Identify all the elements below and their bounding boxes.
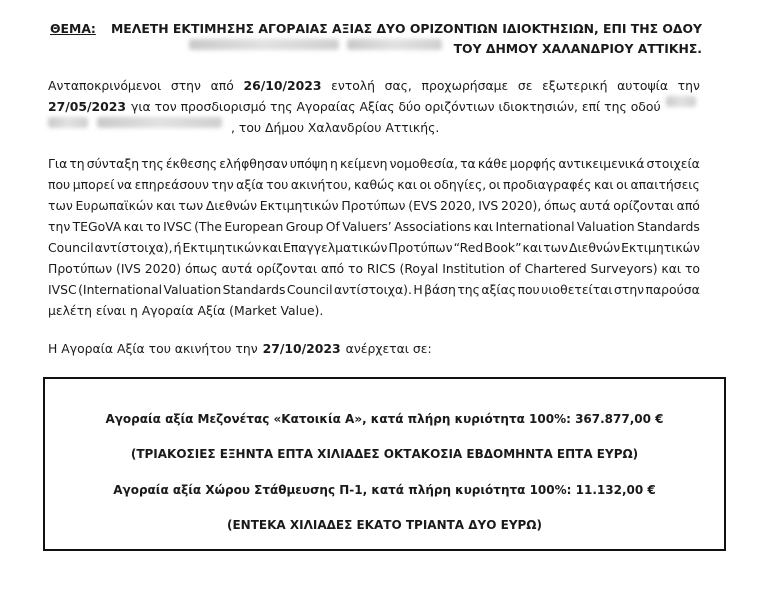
subject-heading bbox=[50, 19, 702, 59]
body-line: μελέτη είναι η Αγοραία Αξία (Market Value). bbox=[48, 303, 324, 318]
subject-line-2: ΤΟΥ ΔΗΜΟΥ ΧΑΛΑΝΔΡΙΟΥ ΑΤΤΙΚΗΣ. bbox=[453, 41, 702, 56]
redacted-address bbox=[666, 96, 696, 107]
market-value-statement: Η Αγοραία Αξία του ακινήτου την 27/10/2023 ανέρχεται σε: bbox=[48, 338, 700, 359]
valuation-date: 27/10/2023 bbox=[262, 341, 341, 356]
body-line: των Ευρωπαϊκών και των Διεθνών Εκτιμητικών Προτύπων (EVS 2020, IVS 2020), όπως αυτά ορίζονται από bbox=[48, 198, 700, 213]
body-line: που μπορεί να επηρεάσουν την αξία του ακινήτου, καθώς και οι οδηγίες, οι προδιαγραφές και οι απαιτήσεις bbox=[48, 177, 700, 192]
body-line: Για τη σύνταξη της έκθεσης ελήφθησαν υπόψη η κείμενη νομοθεσία, τα κάθε μορφής αντικειμενικά στοιχεία bbox=[48, 156, 700, 171]
redacted-address bbox=[347, 39, 442, 50]
redacted-address bbox=[97, 117, 222, 128]
intro-line: 27/05/2023 για τον προσδιορισμό της Αγοραίας Αξίας δύο οριζόντιων ιδιοκτησιών, επί της οδού bbox=[48, 96, 700, 117]
intro-paragraph bbox=[48, 75, 700, 138]
maisonette-value-words: (ΤΡΙΑΚΟΣΙΕΣ ΕΞΗΝΤΑ ΕΠΤΑ ΧΙΛΙΑΔΕΣ ΟΚΤΑΚΟΣΙΑ ΕΒΔΟΜΗΝΤΑ ΕΠΤΑ ΕΥΡΩ) bbox=[130, 447, 639, 461]
body-line: Προτύπων (IVS 2020) όπως αυτά ορίζονται από το RICS (Royal Institution of Chartered Surveyors) και το bbox=[48, 261, 700, 276]
redacted-address bbox=[48, 117, 88, 128]
subject-label: ΘΕΜΑ: bbox=[50, 21, 96, 36]
body-line: IVSC (International Valuation Standards Council αντίστοιχα). Η βάση της αξίας που υιοθετείται στην παρούσα bbox=[48, 282, 700, 297]
legal-basis-paragraph bbox=[48, 153, 700, 321]
body-line: Council αντίστοιχα), ή Εκτιμητικών και Επαγγελματικών Προτύπων “Red Book” και των Διεθνών Εκτιμητικών bbox=[48, 240, 700, 255]
order-date: 26/10/2023 bbox=[243, 78, 322, 93]
body-line: την TEGoVA και το IVSC (The European Group Of Valuers’ Associations και International Valuation Standards bbox=[48, 219, 700, 234]
subject-line-1: ΜΕΛΕΤΗ ΕΚΤΙΜΗΣΗΣ ΑΓΟΡΑΙΑΣ ΑΞΙΑΣ ΔΥΟ ΟΡΙΖΟΝΤΙΩΝ ΙΔΙΟΚΤΗΣΙΩΝ, ΕΠΙ ΤΗΣ ΟΔΟΥ bbox=[110, 21, 702, 36]
inspection-date: 27/05/2023 bbox=[48, 99, 127, 114]
intro-line: , του Δήμου Χαλανδρίου Αττικής. bbox=[48, 117, 700, 138]
valuation-box bbox=[43, 377, 726, 551]
maisonette-value: Αγοραία αξία Μεζονέτας «Κατοικία Α», κατά πλήρη κυριότητα 100%: 367.877,00 € bbox=[105, 412, 664, 426]
parking-value: Αγοραία αξία Χώρου Στάθμευσης Π-1, κατά πλήρη κυριότητα 100%: 11.132,00 € bbox=[113, 483, 656, 497]
intro-line: Ανταποκρινόμενοι στην από 26/10/2023 εντολή σας, προχωρήσαμε σε εξωτερική αυτοψία την bbox=[48, 75, 700, 96]
redacted-address bbox=[189, 39, 339, 50]
parking-value-words: (ΕΝΤΕΚΑ ΧΙΛΙΑΔΕΣ ΕΚΑΤΟ ΤΡΙΑΝΤΑ ΔΥΟ ΕΥΡΩ) bbox=[227, 518, 542, 532]
